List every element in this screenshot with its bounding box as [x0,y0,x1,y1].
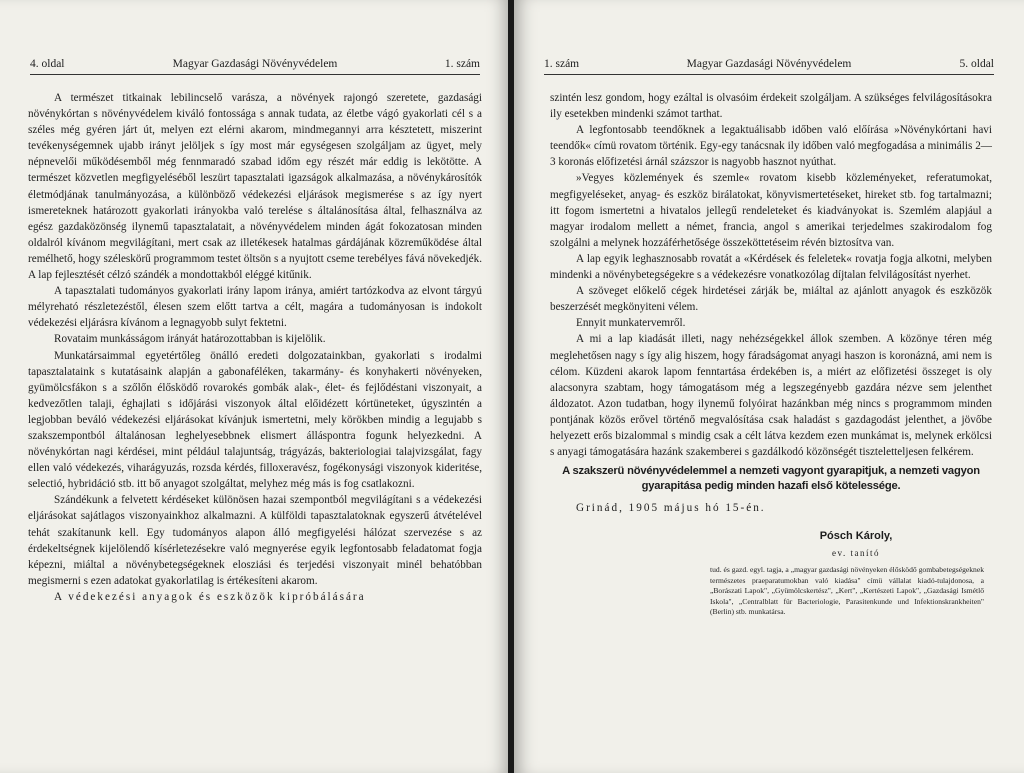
paragraph: A védekezési anyagok és eszközök kipróbálására [54,590,366,603]
left-page-number: 4. oldal [30,58,65,70]
paragraph: Munkatársaimmal egyetértőleg önálló eredeti dolgozatainkban, gyakorlati s irodalmi tapasztalataink s kutatásaink alapján a gabonaféléken, takarmány- és konyhakerti növényeken, gyümölcsfákon s a szőlőn élősködő rovarokés gombák alak-, élet- és fejlődéstani viszonyait, a kedvezőtlen talaji, éghajlati s időjárási viszonyok által előidézett kórtüneteket, úgyszintén a legjobban beváló védekezési eljárásokat kívánjuk ismertetni, mely körökben mindig a legujabb s szakszempontból általánosan leghelyesebbnek elismert álláspontra fogunk helyezkedni. A növénykórtan nagi kérdései, mint például talajuntság, trágyázás, bakteriologiai talajvizsgálat, fagy ellen való védekezés, viharágyuzás, rozsda kérdés, filloxeravész, fogékonysági viszonyok kideritése, selectió, hybridáció stb. itt bő anyagot szolgáltat, melyhez még más is fog csatlakozni. [28,349,482,491]
left-page-body [28,90,482,605]
paragraph: A természet titkainak lebilincselő varásza, a növények rajongó szeretete, gazdasági növénykórtan s növényvédelem kiváló fontossága s annak tudata, az életbe vágó gyakorlati cél s a széles még gyéren járt út, melyen ezt elérni akarom, mindmegannyi arra késztetett, miszerint tevékenységemnek ujabb irányt jelöljek s így most már egységesen szolgáljam az ügyet, mely népnevelői működésemből még fennmaradó szabad időm egy részét már eddig is lekötötte. A természet közvetlen megfigyeléséből leszürt tapasztalati igazságok alkalmazása, a növénykárosítók életmódjának tanulmányozása, a különböző védekezési eljárások megismerése s az így nyert ismereteknek határozott gyakorlati irányokba való terelése s általánosítása által, felhasználva az egész gazdaközönség ilynemű tapasztalatait, a növényvédelem minden ágát fokozatosan minden oldalról kívánom megvilágítani, mert csak az illetékesek hatalmas gárdájának közreműködése által remélhető, hogy széleskörű programmom testet öltsön s a nyujtott cseme terebélyes fává növekedjék. A lap fejlesztését célzó szándék a mondottakból eléggé kitűnik. [28,92,482,282]
motto-statement: A szakszerü növényvédelemmel a nemzeti vagyont gyarapitjuk, a nemzeti vagyon gyarapitása pedig minden hazafi első kötelessége. [562,465,980,493]
right-page-body [550,90,992,618]
paragraph: Szándékunk a felvetett kérdéseket különösen hazai szempontból megvilágítani s a védekezési eljárásokat sajátlagos viszonyainkhoz alkalmazni. A külföldi tapasztalatoknak egyszerű átvételével tehát szakítanunk kell. Egy tudományos alapon álló megfigyelési hálózat szervezése s az érdekeltségnek kijelölendő kísérletezésekre való megnyerése egyik legfontosabb feladatomat fogja képezni, miáltal a növénybetegségeknek elosziási és terjedési viszonyait minél behatóbban megismerni s ezen adatokat gyakorlatilag is értékesíteni akarom. [28,494,482,587]
paragraph: A legfontosabb teendőknek a legaktuálisabb időben való előírása »Növénykórtani havi teendők« címü rovatom történik. Egy-egy tanácsnak ily időben való megfogadása a minimális 2—3 koronás előfizetési árnál százszor is nagyobb hasznot nyúthat. [550,124,992,169]
signature-credentials: tud. és gazd. egyl. tagja, a „magyar gazdasági növényeken élősködő gombabetegségeknek természetes praeparatumokban való kiadása" címü vállalat kiadó-tulajdonosa, a „Borászati Lapok", „Gyümölcskertész", „Kert", „Kertészeti Lapok", „Gazdasági Ismétlő Iskola", „Centralblatt für Bacteriologie, Parasitenkunde und Infektionskrankheiten" (Berlin) stb. munkatársa. [710,565,984,617]
left-page [0,0,510,773]
paragraph: A lap egyik leghasznosabb rovatát a «Kérdések és feleletek« rovatja fogja alkotni, melyben mindenki a növénybetegségekre s a védekezésre vonatkozólag díjtalan felvilágosítást nyerhet. [550,252,992,282]
paragraph: Rovataim munkásságom irányát határozottabban is kijelölik. [54,333,326,346]
left-page-header [30,58,480,75]
signature-title: ev. tanító [832,548,880,559]
paragraph: A tapasztalati tudományos gyakorlati irány lapom iránya, amiért tartózkodva az elvont tárgyú mélyreható részletezéstől, élesen szem előtt tartva a célt, magára a tudományosan is indokolt védekezési eljárásra kívánom a legnagyobb sulyt fektetni. [28,285,482,330]
paragraph: A mi a lap kiadását illeti, nagy nehézségekkel állok szemben. A közönye téren még meglehetősen nagy s így alig hiszem, hogy fáradságomat anyagi haszon is koronázná, ami nem is célom. Küzdeni akarok lapom fenntartása érdekében is, a miért az előfizetési összeget is oly alacsonyra szabtam, hogy támogatásom még a legszegényebb gazdára nézve sem jelenthet áldozatot. Azon tudatban, hogy ilynemű folyóirat hazánkban még nincs s programmom minden pontjának közös erővel történő megvalósítása csak haladást s gazdagodást jelenthet, a jövőbe helyezett erős bizalommal s mindig csak a célt látva kezdem ezen munkámat is, melynek erkölcsi s anyagi támogatására hazánk szakemberei s gazdálkodó közönségét tiszteletteljesen felkérem. [550,333,992,459]
right-journal-title: Magyar Gazdasági Növényvédelem [686,58,852,70]
right-issue-number: 1. szám [544,58,580,70]
paragraph: Ennyit munkatervemről. [576,317,686,330]
signature-name: Pósch Károly, [819,530,893,543]
right-page-header [544,58,994,75]
paragraph: »Vegyes közlemények és szemle« rovatom kisebb közleményeket, referatumokat, megfigyeléseket, anyag- és eszköz birálatokat, könyvismertetéseket, hireket stb. fog tartalmazni; itt fogom ismertetni a hivatalos jellegű rendeleteket és kiadványokat is. Szemlém alapjául a magyar irodalom mellett a német, francia, angol s amerikai terjedelmes szakirodalom fog szolgálni a melynek hozzáférhetősége összeköttetéseim révén biztosítva van. [550,172,992,249]
paragraph: szintén lesz gondom, hogy ezáltal is olvasóim érdekeit szolgáljam. A szükséges felvilágosításokra ily esetekben mindenki számot tarthat. [550,92,992,121]
left-issue-number: 1. szám [444,58,480,70]
left-journal-title: Magyar Gazdasági Növényvédelem [172,58,338,70]
right-page-number: 5. oldal [959,58,994,70]
right-page [514,0,1024,773]
place-date: Grinád, 1905 május hó 15-én. [576,502,766,515]
paragraph: A szöveget előkelő cégek hirdetései zárják be, miáltal az ajánlott anyagok és eszközök beszerzését megkönyiteni vélem. [550,285,992,314]
